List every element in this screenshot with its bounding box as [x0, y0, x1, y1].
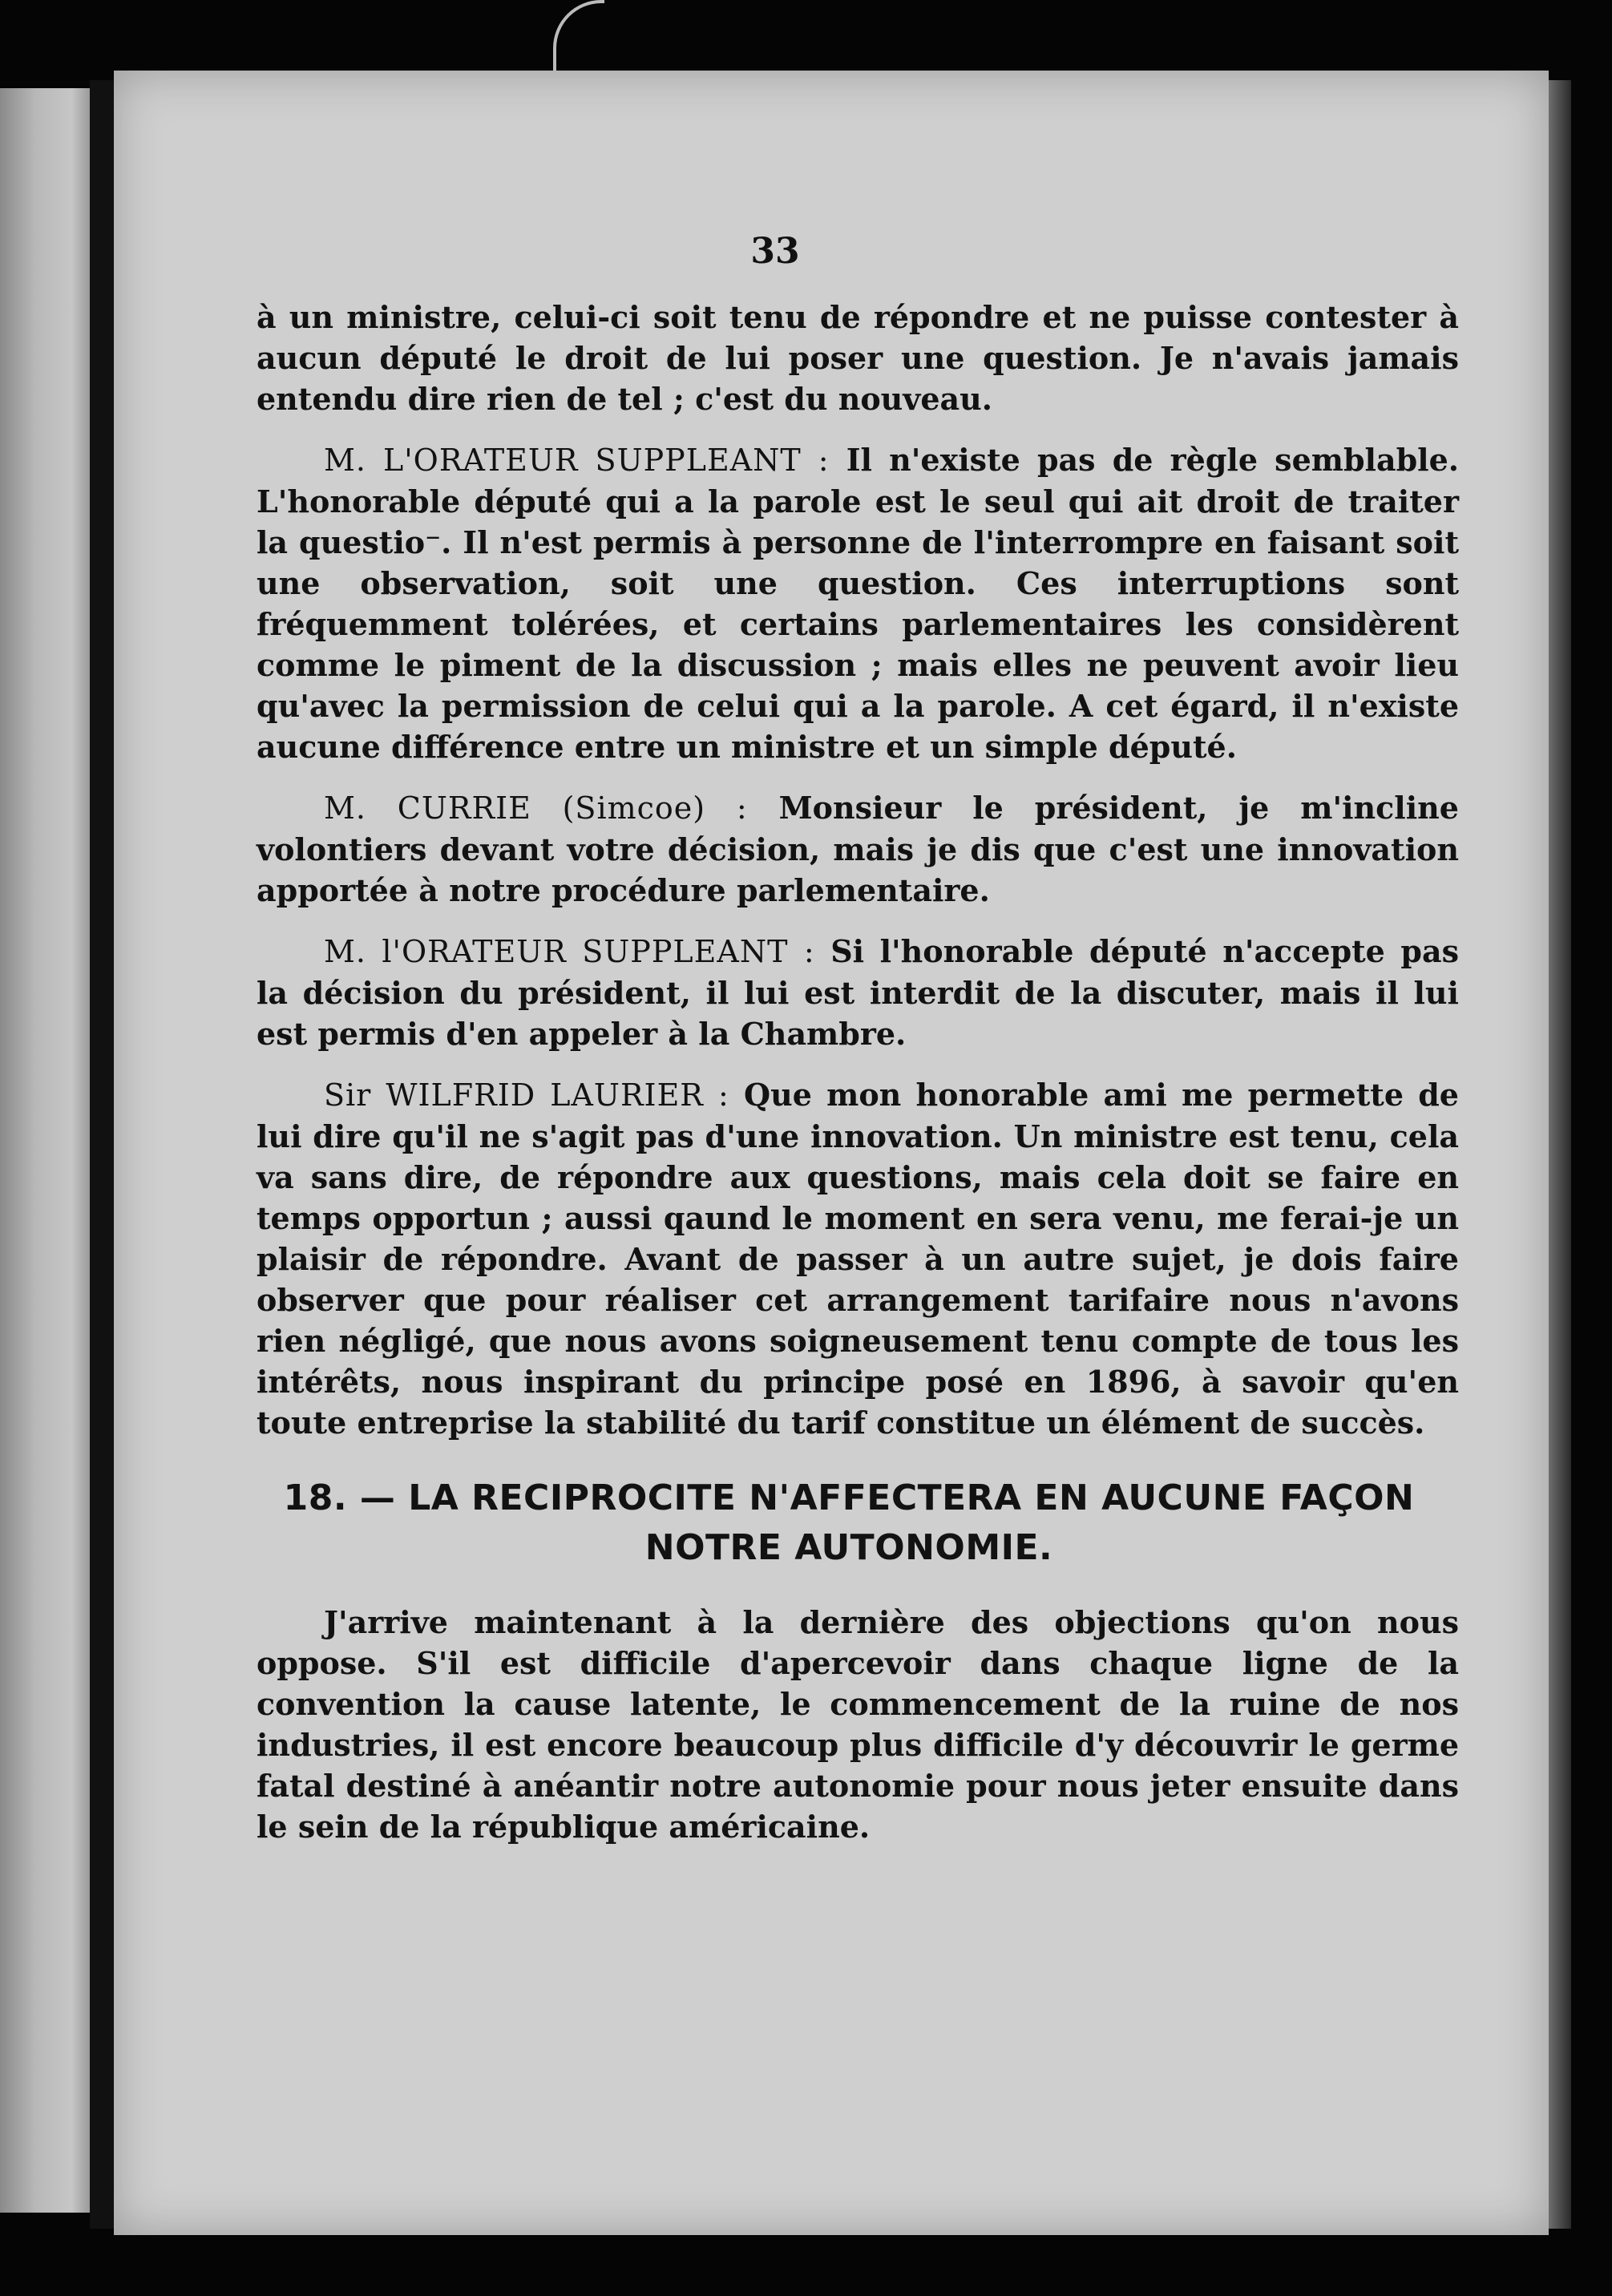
speaker-name: M. l'ORATEUR SUPPLEANT :: [324, 934, 815, 969]
paragraph-continuation: [257, 297, 1459, 419]
page-number: 33: [750, 231, 800, 272]
paragraph-text: Si l'honorable député n'accepte pas la décision du président, il lui est interdit de la discuter, mais il lui est permis d'en appeler à la Chambre.: [257, 933, 1459, 1052]
paragraph-text: à un ministre, celui-ci soit tenu de répondre et ne puisse contester à aucun député le droit de lui poser une question. Je n'avais jamais entendu dire rien de tel ; c'est du nouveau.: [257, 299, 1459, 417]
paragraph-speech: [257, 787, 1459, 911]
section-heading-line: NOTRE AUTONOMIE.: [644, 1527, 1053, 1568]
paragraph-speech: [257, 439, 1459, 767]
page-right-edge: [1549, 80, 1571, 2229]
speaker-name: Sir WILFRID LAURIER :: [324, 1077, 729, 1113]
document-page: [114, 71, 1549, 2235]
speaker-name: M. CURRIE (Simcoe) :: [324, 790, 748, 826]
paragraph-speech: [257, 1074, 1459, 1443]
paragraph-text: J'arrive maintenant à la dernière des objections qu'on nous oppose. S'il est difficile d'apercevoir dans chaque ligne de la convention la cause latente, le commencement de la ruine de nos industries, il est encore beaucoup plus difficile d'y découvrir le germe fatal destiné à anéantir notre autonomie pour nous jeter ensuite dans le sein de la république américaine.: [257, 1604, 1459, 1845]
paragraph-text: Que mon honorable ami me permette de lui dire qu'il ne s'agit pas d'une innovation. Un ministre est tenu, cela va sans dire, de répondre aux questions, mais cela doit se faire en temps opportun ; aussi qaund le moment en sera venu, me ferai-je un plaisir de répondre. Avant de passer à un autre sujet, je dois faire observer que pour réaliser cet arrangement tarifaire nous n'avons rien négligé, que nous avons soigneusement tenu compte de tous les intérêts, nous inspirant du principe posé en 1896, à savoir qu'en toute entreprise la stabilité du tarif constitue un élément de succès.: [257, 1077, 1459, 1441]
paragraph-closing: [257, 1602, 1459, 1847]
body-text: [257, 297, 1459, 1867]
section-heading: [239, 1473, 1459, 1573]
paragraph-speech: [257, 931, 1459, 1054]
paragraph-text: Il n'existe pas de règle semblable. L'honorable député qui a la parole est le seul qui ait droit de traiter la questio⁻. Il n'est permis à personne de l'interrompre en faisant soit une observation, soit une question. Ces interruptions sont fréquemment tolérées, et certains parlementaires les considèrent comme le piment de la discussion ; mais elles ne peuvent avoir lieu qu'avec la permission de celui qui a la parole. A cet égard, il n'existe aucune différence entre un ministre et un simple député.: [257, 442, 1460, 765]
section-heading-line: 18. — LA RECIPROCITE N'AFFECTERA EN AUCUNE FAÇON: [283, 1477, 1415, 1518]
gutter-shadow: [90, 80, 114, 2229]
speaker-name: M. L'ORATEUR SUPPLEANT :: [324, 443, 830, 478]
paragraph-text: Monsieur le président, je m'incline volontiers devant votre décision, mais je dis que c'est une innovation apportée à notre procédure parlementaire.: [257, 790, 1459, 908]
facing-page-edge: [0, 88, 90, 2213]
stray-mark: [553, 0, 604, 75]
